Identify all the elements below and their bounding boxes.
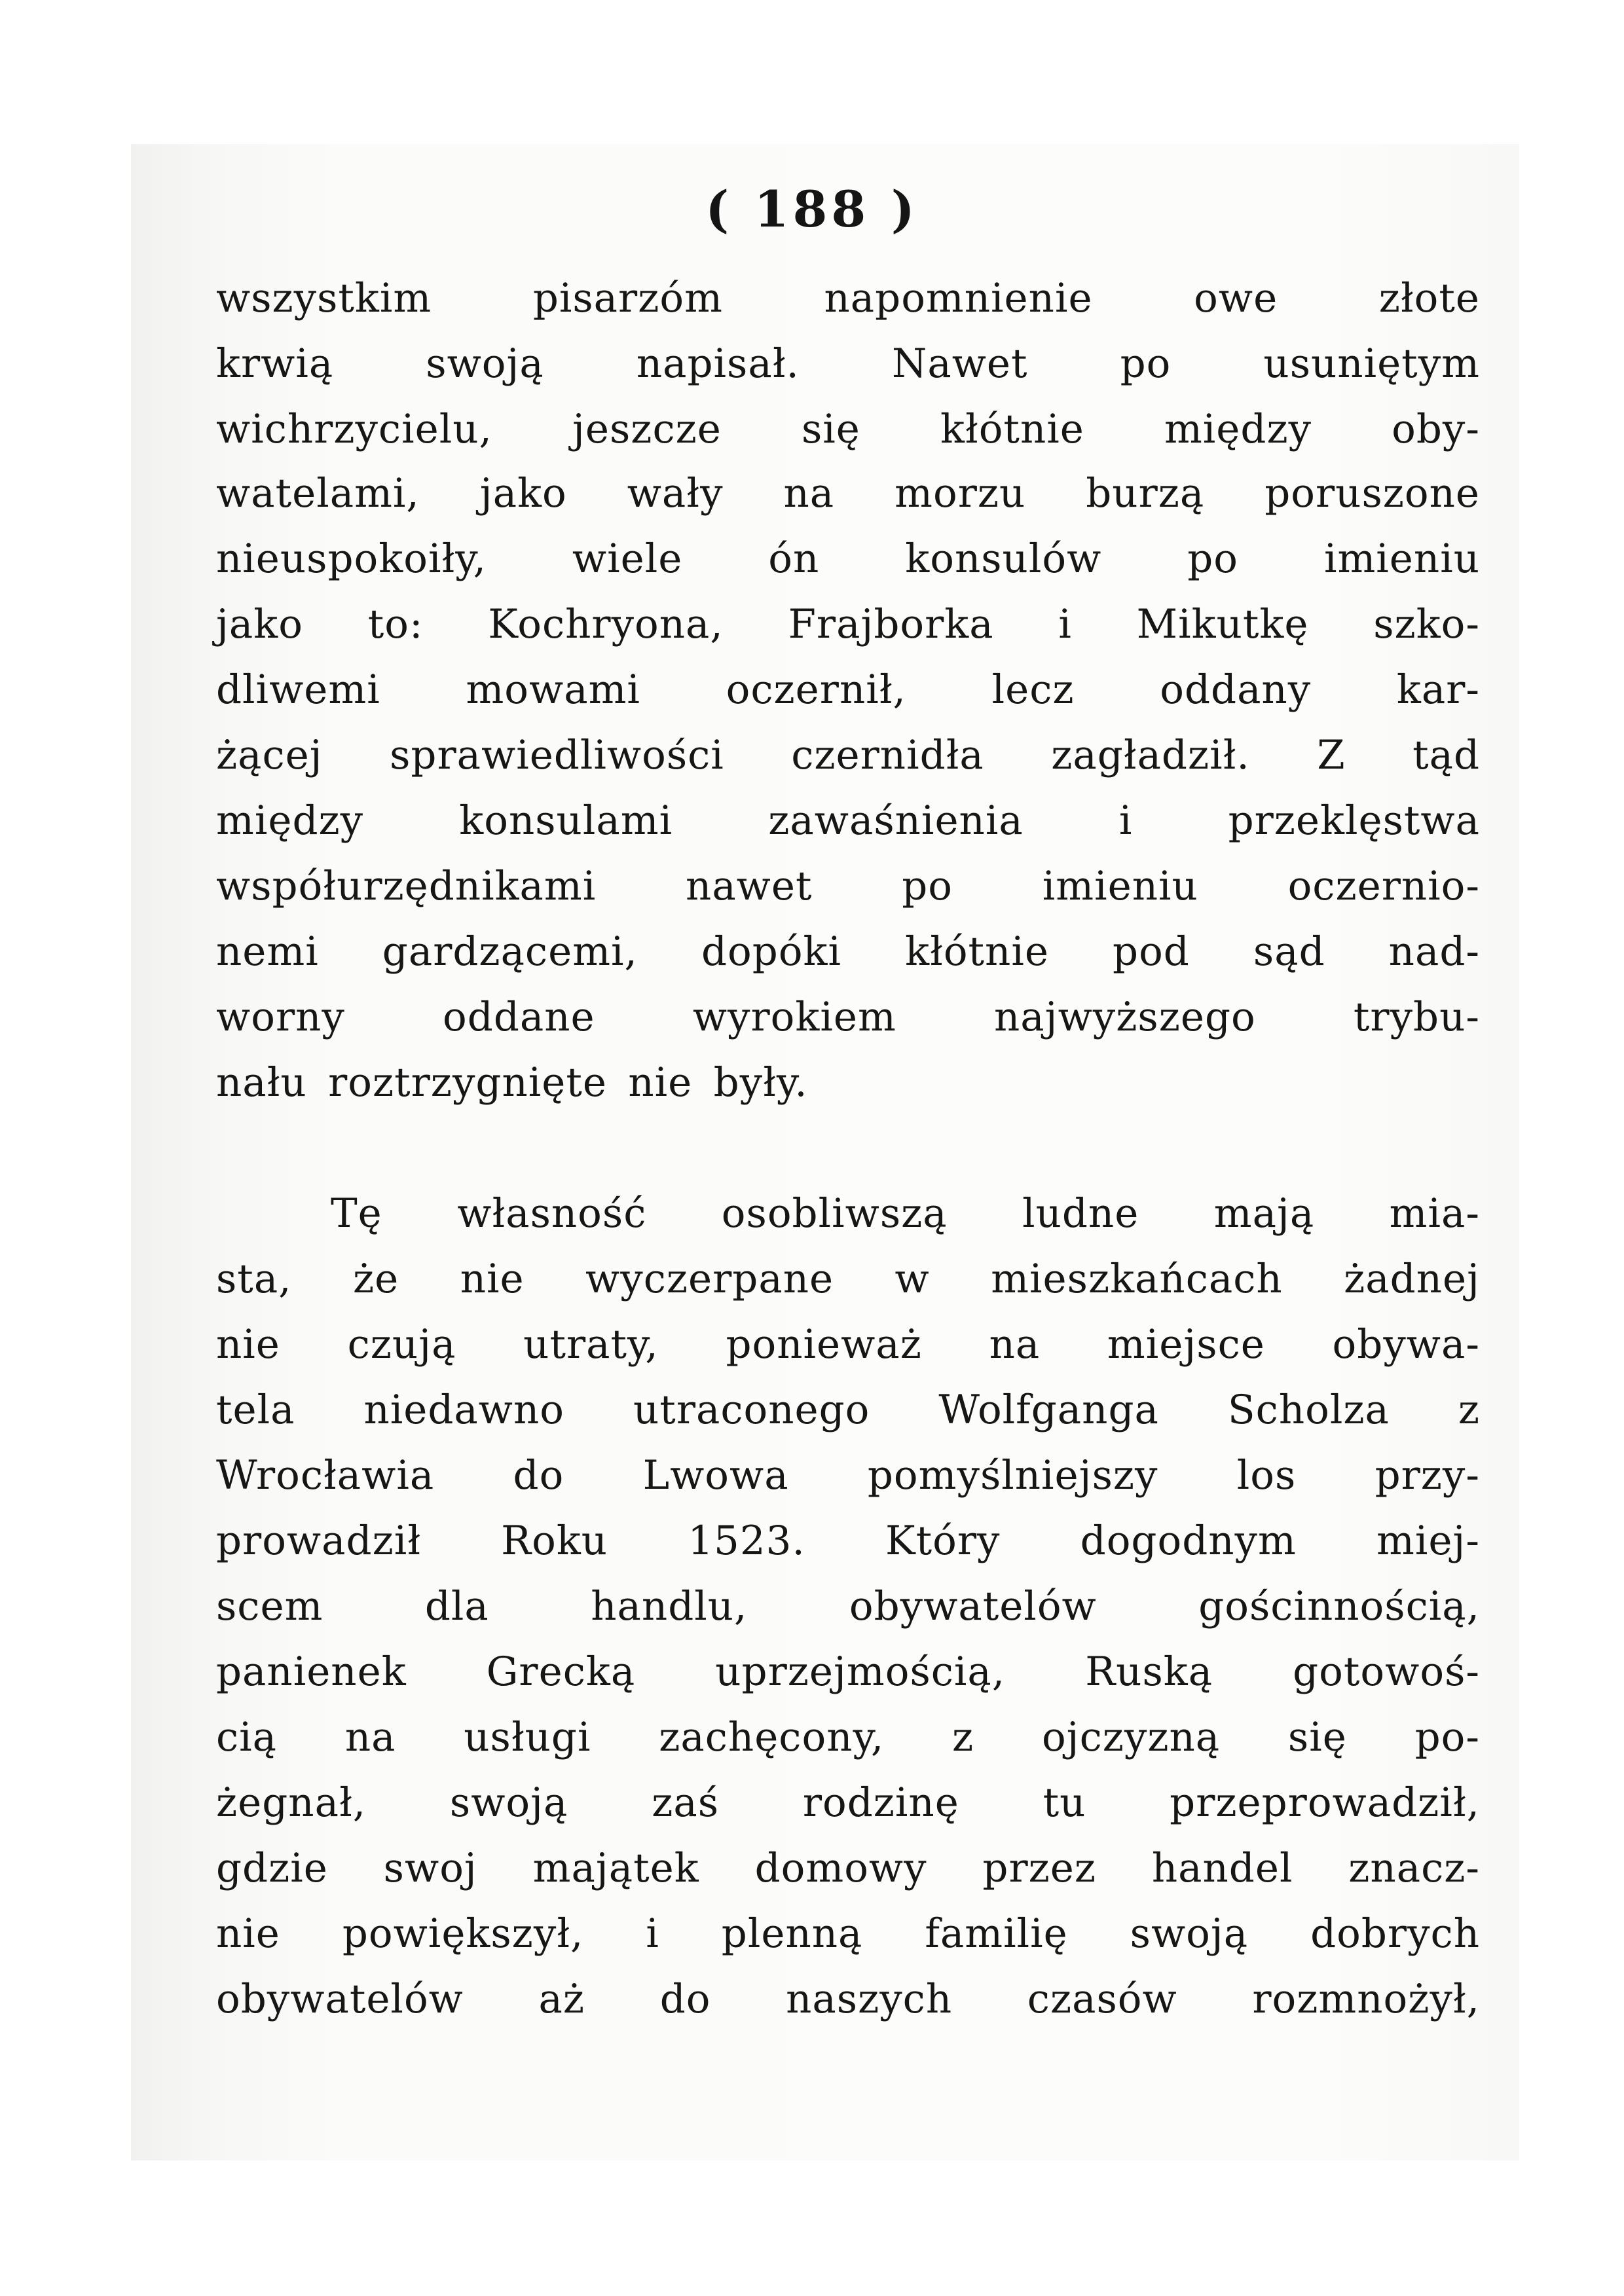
text-line: wichrzycielu, jeszcze się kłótnie między oby-	[216, 406, 1480, 452]
text-line: żegnał, swoją zaś rodzinę tu przeprowadził,	[216, 1779, 1480, 1826]
text-line: gdzie swoj majątek domowy przez handel znacz-	[216, 1845, 1480, 1891]
text-line: nie powiększył, i plenną familię swoją dobrych	[216, 1910, 1480, 1957]
text-line: żącej sprawiedliwości czernidła zagładził. Z tąd	[216, 732, 1480, 778]
text-line: scem dla handlu, obywatelów gościnnością,	[216, 1583, 1480, 1630]
text-line: cią na usługi zachęcony, z ojczyzną się po-	[216, 1714, 1480, 1760]
text-line: współurzędnikami nawet po imieniu oczernio-	[216, 863, 1480, 909]
text-line: watelami, jako wały na morzu burzą poruszone	[216, 470, 1480, 517]
text-line: prowadził Roku 1523. Który dogodnym miej-	[216, 1518, 1480, 1564]
text-line: worny oddane wyrokiem najwyższego trybu-	[216, 994, 1480, 1040]
text-line: nemi gardzącemi, dopóki kłótnie pod sąd nad-	[216, 928, 1480, 975]
text-line: panienek Grecką uprzejmością, Ruską gotowoś-	[216, 1649, 1480, 1695]
text-line: Wrocławia do Lwowa pomyślniejszy los przy-	[216, 1452, 1480, 1499]
text-line: obywatelów aż do naszych czasów rozmnożył,	[216, 1976, 1480, 2022]
text-line: krwią swoją napisał. Nawet po usuniętym	[216, 340, 1480, 387]
text-line: tela niedawno utraconego Wolfganga Scholza z	[216, 1387, 1480, 1433]
text-line: sta, że nie wyczerpane w mieszkańcach żadnej	[216, 1256, 1480, 1302]
text-line: wszystkim pisarzóm napomnienie owe złote	[216, 275, 1480, 321]
text-line: nału roztrzygnięte nie były.	[216, 1059, 808, 1106]
text-line: jako to: Kochryona, Frajborka i Mikutkę szko-	[216, 601, 1480, 647]
text-line: nie czują utraty, ponieważ na miejsce obywa-	[216, 1321, 1480, 1368]
page-number: ( 188 )	[705, 180, 919, 238]
text-line: Tę własność osobliwszą ludne mają mia-	[331, 1190, 1480, 1237]
text-line: między konsulami zawaśnienia i przeklęstwa	[216, 797, 1480, 844]
text-line: dliwemi mowami oczernił, lecz oddany kar-	[216, 666, 1480, 713]
text-line: nieuspokoiły, wiele ón konsulów po imieniu	[216, 536, 1480, 582]
